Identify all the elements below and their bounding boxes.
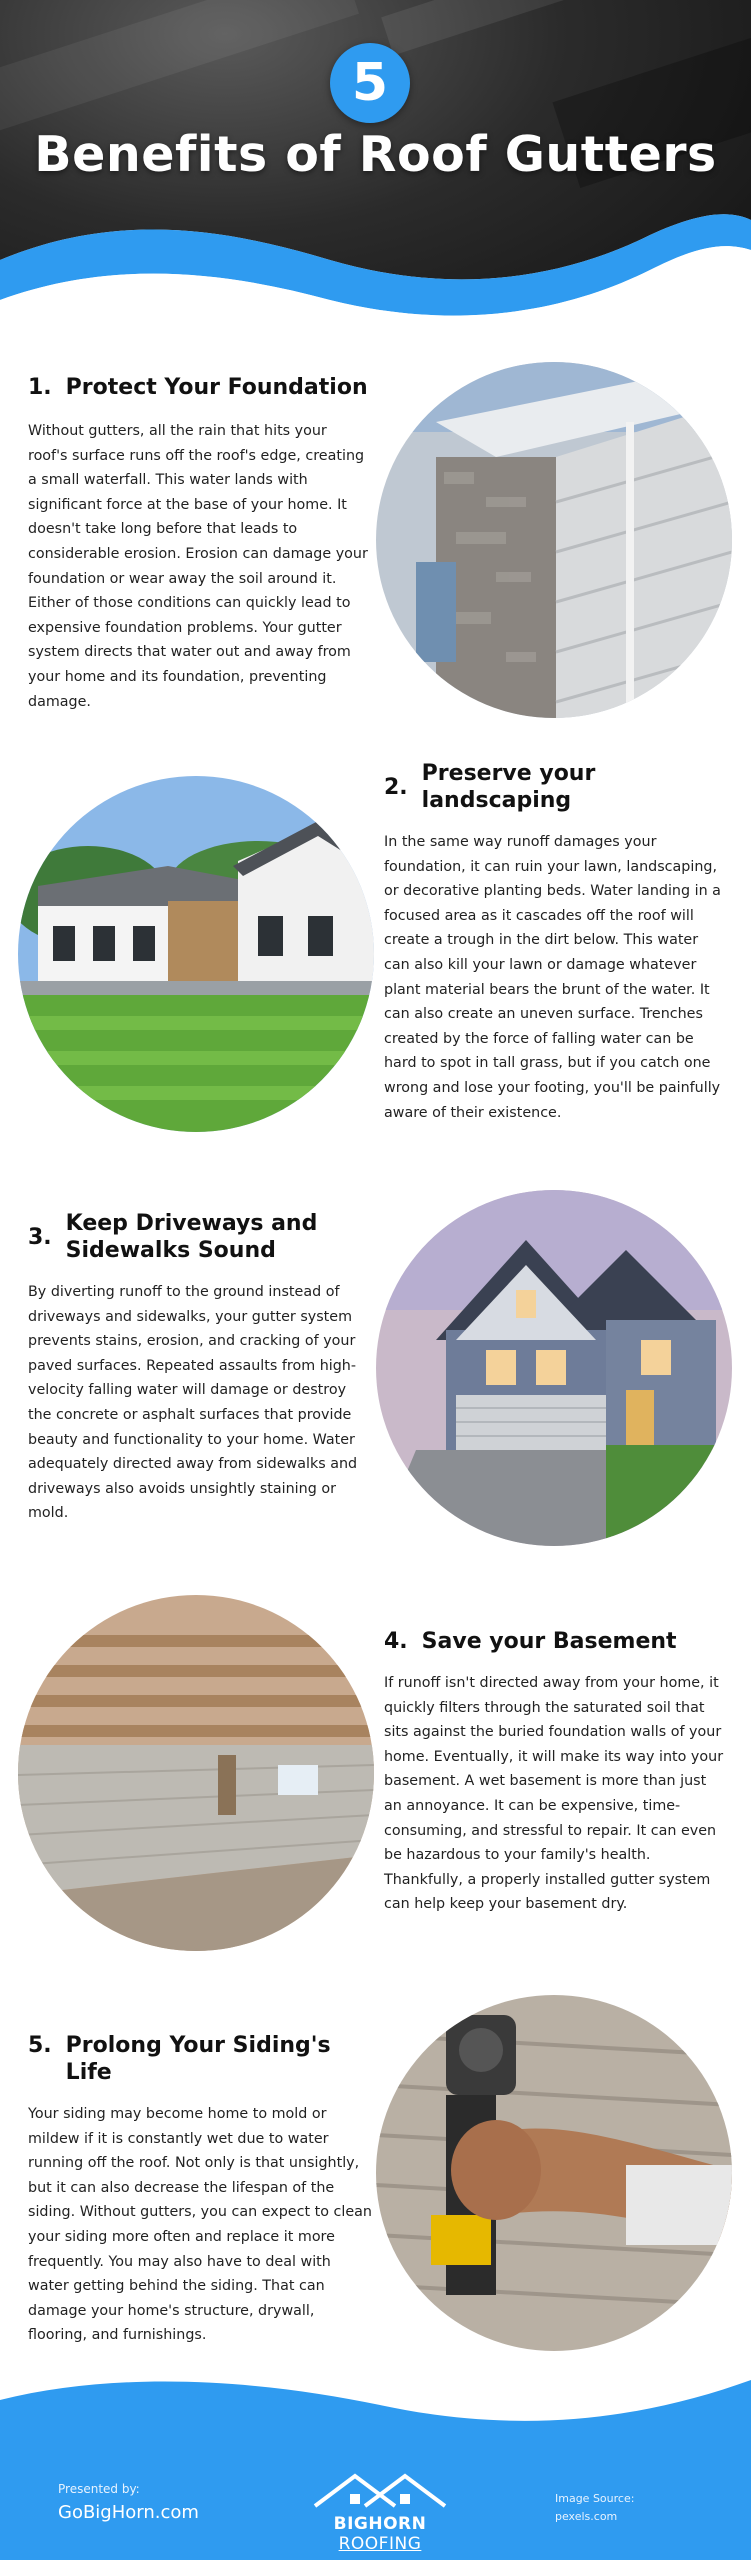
unfinished-basement-photo bbox=[18, 1595, 374, 1951]
section-1 bbox=[28, 374, 368, 714]
section-title: Keep Driveways and Sidewalks Sound bbox=[65, 1211, 318, 1263]
section-title: Save your Basement bbox=[421, 1629, 677, 1654]
benefit-count-badge: 5 bbox=[330, 43, 410, 123]
section-4 bbox=[384, 1628, 724, 1917]
house-with-lawn-photo bbox=[18, 776, 374, 1132]
section-2 bbox=[384, 760, 724, 1125]
section-body: If runoff isn't directed away from your home, it quickly filters through the saturated soil that sits against the buried foundation walls of your home. Eventually, it will make its way into your basement. A wet basement is more than just an annoyance. It can be expensive, time-consuming, and stressful to repair. It can even be hazardous to your family's health. Thankfully, a properly installed gutter system can help keep your basement dry. bbox=[384, 1675, 724, 1913]
section-number: 1. bbox=[28, 375, 52, 400]
section-body: Your siding may become home to mold or mildew if it is constantly wet due to water running off the roof. Not only is that unsightly, but it can also decrease the lifespan of the siding. Without gutters, you can expect to clean your siding more often and replace it more frequently. You may also have to deal with water getting behind the siding. That can damage your home's structure, drywall, flooring, and furnishings. bbox=[28, 2106, 372, 2344]
section-body: Without gutters, all the rain that hits your roof's surface runs off the roof's edge, creating a small waterfall. This water lands with significant force at the base of your home. It doesn't take long before that leads to considerable erosion. Erosion can damage your foundation or wear away the soil around it. Either of those conditions can quickly lead to expensive foundation problems. Your gutter system directs that water out and away from your home and its foundation, preventing damage. bbox=[28, 423, 368, 710]
section-heading bbox=[28, 374, 368, 401]
section-number: 2. bbox=[384, 774, 408, 800]
roof-logo-icon bbox=[310, 2470, 450, 2510]
section-title: Protect Your Foundation bbox=[65, 375, 368, 400]
header-wave bbox=[0, 190, 751, 340]
section-number: 4. bbox=[384, 1629, 408, 1654]
section-number: 3. bbox=[28, 1224, 52, 1250]
section-body: By diverting runoff to the ground instead of driveways and sidewalks, your gutter system prevents stains, erosion, and cracking of your paved surfaces. Repeated assaults from high-velocity falling water will damage or destroy the concrete or asphalt surfaces that provide beauty and functionality to your home. Water adequately directed away from sidewalks and driveways also avoids unsightly staining or mold. bbox=[28, 1284, 358, 1522]
section-body: In the same way runoff damages your foundation, it can ruin your lawn, landscaping, or decorative planting beds. Water landing in a focused area as it cascades off the roof will create a trough in the dirt below. This water can also kill your lawn or damage whatever plant material bears the brunt of the water. It can also create an uneven surface. Trenches created by the force of falling water can be hard to spot in tall grass, but if you catch one wrong and lose your footing, you'll be painfully aware of their existence. bbox=[384, 834, 721, 1121]
house-with-garage-photo bbox=[376, 1190, 732, 1546]
presented-by-link[interactable]: GoBigHorn.com bbox=[58, 2502, 199, 2523]
image-source-link[interactable]: pexels.com bbox=[555, 2510, 618, 2523]
house-corner-siding-photo bbox=[376, 362, 732, 718]
logo-name: BIGHORN bbox=[333, 2514, 427, 2534]
nail-gun-siding-photo bbox=[376, 1995, 732, 2351]
image-source-label: Image Source: bbox=[555, 2492, 635, 2505]
section-number: 5. bbox=[28, 2033, 52, 2058]
footer bbox=[0, 2370, 751, 2560]
section-heading bbox=[384, 760, 724, 814]
logo-suffix: ROOFING bbox=[338, 2534, 422, 2554]
page-title: Benefits of Roof Gutters bbox=[34, 126, 717, 183]
section-title: Prolong Your Siding's Life bbox=[65, 2033, 331, 2085]
section-heading bbox=[28, 1210, 368, 1264]
bighorn-roofing-logo bbox=[290, 2470, 470, 2554]
section-3 bbox=[28, 1210, 368, 1526]
section-heading bbox=[28, 2032, 373, 2086]
logo-wordmark bbox=[290, 2514, 470, 2554]
section-heading bbox=[384, 1628, 724, 1655]
section-title: Preserve your landscaping bbox=[421, 761, 596, 813]
presented-by-label: Presented by: bbox=[58, 2482, 140, 2496]
section-5 bbox=[28, 2032, 373, 2348]
